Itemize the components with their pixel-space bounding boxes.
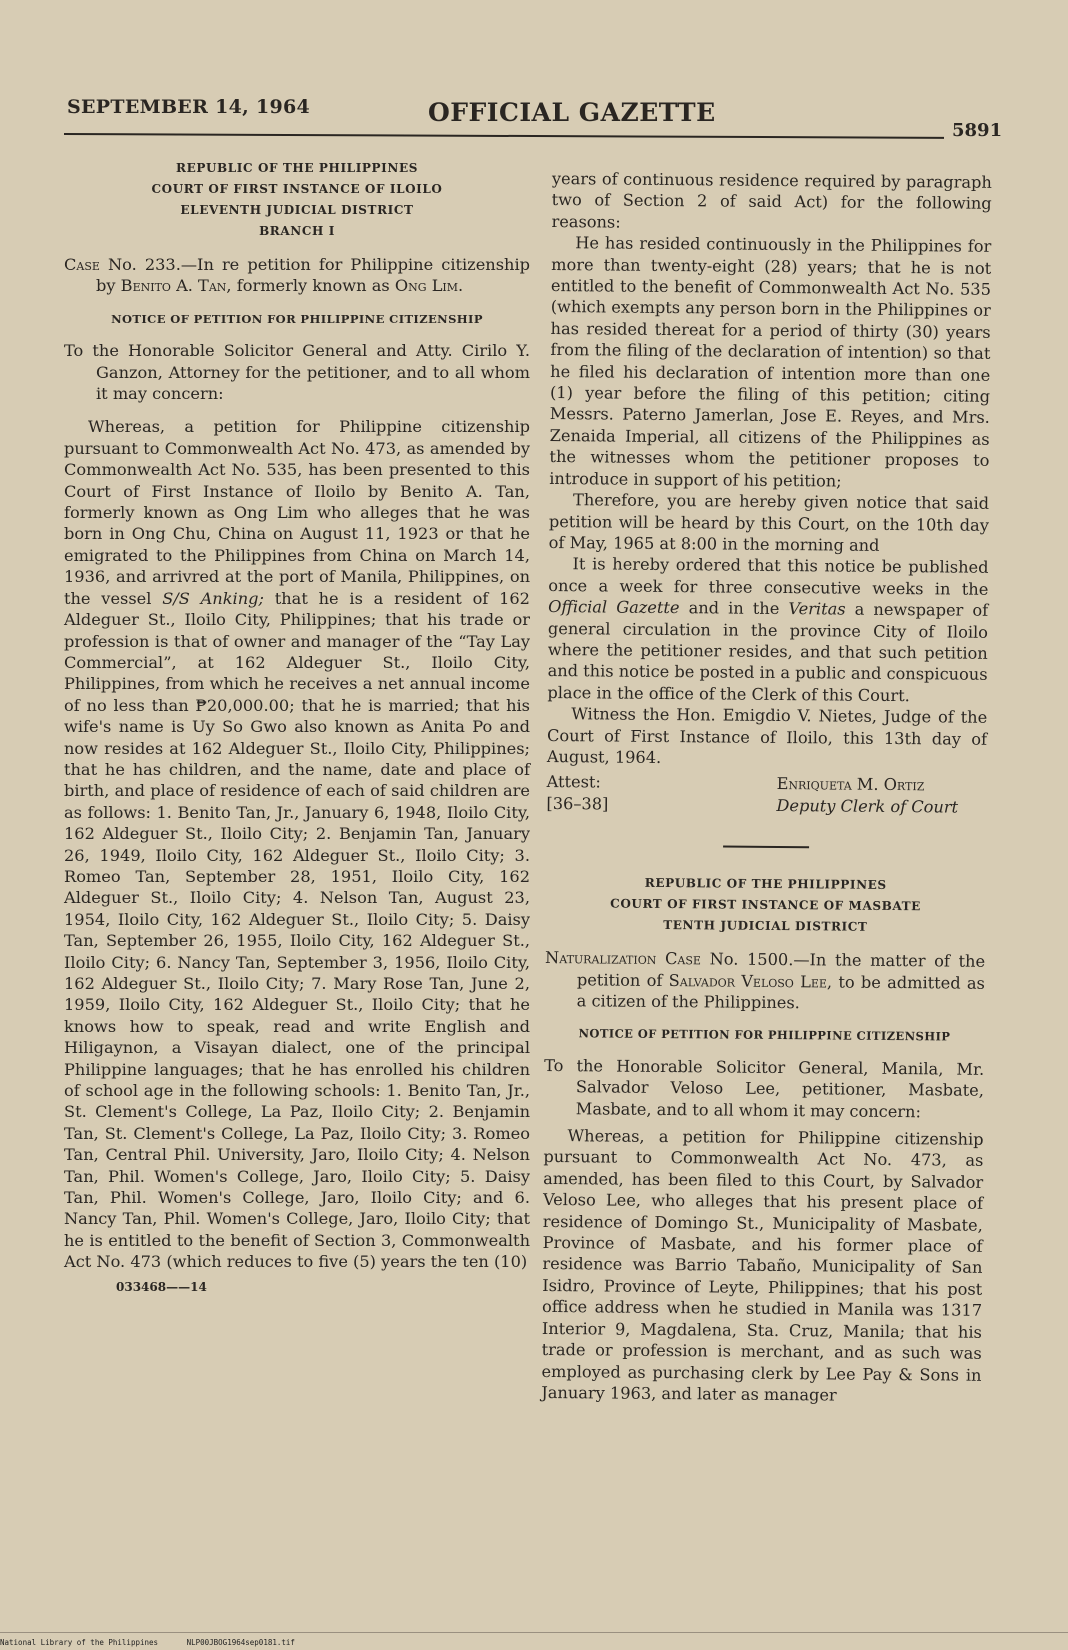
clerk-name: Enriqueta M. Ortiz (776, 774, 925, 795)
case-label: Naturalization Case (545, 948, 702, 969)
continuation-b: He has resided continuously in the Philippines for more than twenty-eight (28) years; that he is not entitled to the benefit of Commonwealth Act No. 535 (which exempts any person born in the Philippines or has resided thereat for a period of thirty (30) years from the filing of the declaration of intention) so that he filed his declaration of intention more than one (1) year before the filing of this petition; citing Messrs. Paterno Jamerlan, Jose E. Reyes, and Mrs. Zenaida Imperial, all citizens of the Philippines as the witnesses whom the petitioner proposes to introduce in support of his petition; (549, 233, 992, 491)
section-divider (723, 846, 809, 849)
attest-block (546, 771, 986, 818)
notice-heading-2: NOTICE OF PETITION FOR PHILIPPINE CITIZENSHIP (578, 1026, 951, 1044)
court-line: COURT OF FIRST INSTANCE OF MASBATE (610, 896, 921, 914)
court-line: REPUBLIC OF THE PHILIPPINES (176, 161, 418, 175)
publication-veritas: Veritas (788, 599, 846, 619)
reference-number: [36–38] (546, 793, 609, 814)
publication-gazette: Official Gazette (548, 597, 680, 618)
court-line: COURT OF FIRST INSTANCE OF ILOILO (151, 182, 443, 196)
library-credit: National Library of the Philippines (0, 1638, 159, 1647)
header-date: SEPTEMBER 14, 1964 (67, 96, 311, 118)
notice-heading-1: NOTICE OF PETITION FOR PHILIPPINE CITIZENSHIP (111, 311, 483, 326)
continuation-c: Therefore, you are hereby given notice that said petition will be heard by this Court, on the 10th day of May, 1965 at 8:00 in the morning and (548, 490, 990, 555)
court-line: BRANCH I (259, 224, 335, 238)
order-text: It is hereby ordered that this notice be published once a week for three consecutive weeks in the (548, 554, 989, 599)
case-text: No. 233.—In re petition for Philippine citizenship by (96, 255, 530, 296)
witness-paragraph: Witness the Hon. Emigdio V. Nietes, Judge of the Court of First Instance of Iloilo, this 13th day of August, 1964. (546, 704, 988, 767)
petition-body-2: Whereas, a petition for Philippine citizenship pursuant to Commonwealth Act No. 473, as amended, has been filed to this Court, by Salvador Veloso Lee, who alleges that his present place of residence of Domingo St., Municipality of Masbate, Province of Masbate, and his former place of residence was Barrio Tabaño, Municipality of San Isidro, Province of Leyte, Philippines; that his post office address when he studied in Manila was 1317 Interior 9, Magdalena, Sta. Cruz, Manila; that his trade or profession is merchant, and as such was employed as purchasing clerk by Lee Pay & Sons in January 1963, and later as manager (541, 1126, 984, 1405)
court-line: ELEVENTH JUDICIAL DISTRICT (180, 203, 414, 217)
case-text-2: , to be admitted as a citizen of the Philippines. (576, 972, 985, 1013)
court-heading-2 (545, 872, 986, 939)
file-name: NLP00JBOG1964sep0181.tif (186, 1638, 295, 1647)
court-line: REPUBLIC OF THE PHILIPPINES (644, 876, 887, 893)
page-number: 5891 (952, 120, 1003, 141)
order-text-3: a newspaper of general circulation in the province City of Iloilo where the petitioner resides, and that such petition and this notice be posted in a public and conspicuous place in the office of the Clerk of this Court. (547, 599, 989, 705)
body-part-a: Whereas, a petition for Philippine citizenship pursuant to Commonwealth Act No. 473, as amended by Commonwealth Act No. 535, has been presented to this Court of First Instance of Iloilo by Benito A. Tan, formerly known as Ong Lim who alleges that he was born in Ong Chu, China on August 11, 1923 or that he emigrated to the Philippines from China on March 14, 1936, and arrivred at the port of Manila, Philippines, on the vessel (64, 417, 530, 608)
continuation-a: years of continuous residence required by paragraph two of Section 2 of said Act) for the following reasons: (551, 168, 992, 232)
left-column (64, 158, 530, 1298)
case-title-2 (545, 947, 986, 1015)
case-label: Case (64, 255, 100, 274)
scan-edge (0, 1632, 1068, 1633)
addressee-2: To the Honorable Solicitor General, Manila, Mr. Salvador Veloso Lee, petitioner, Masbate, Masbate, and to all whom it may concern: (544, 1055, 985, 1121)
vessel-name: S/S Anking; (162, 588, 264, 608)
petition-body-1 (64, 416, 530, 1272)
print-code: 033468——14 (116, 1279, 207, 1294)
court-heading-1 (64, 158, 530, 242)
header-title: OFFICIAL GAZETTE (428, 98, 716, 127)
order-text-2: and in the (688, 598, 780, 619)
attest-label: Attest: (546, 772, 601, 792)
continuation-d (547, 553, 988, 707)
case-title-1: Case No. 233.—In re petition for Philippine citizenship by Benito A. Tan, formerly known as Ong Lim. (64, 255, 530, 296)
petitioner-name: Benito A. Tan (120, 276, 227, 296)
body-part-b: that he is a resident of 162 Aldeguer St., Iloilo City, Philippines; that his trade or profession is that of owner and manager of the “Tay Lay Commercial”, at 162 Aldeguer St., Iloilo City, Philippines, from which he receives a net annual income of no less than ₱20,000.00; that he is married; that his wife's name is Uy So Gwo also known as Anita Po and now resides at 162 Aldeguer St., Iloilo City, Philippines; that he has children, and the name, date and place of birth, and place of residence of each of said children are as follows: 1. Benito Tan, Jr., January 6, 1948, Iloilo City, 162 Aldeguer St., Iloilo City; 2. Benjamin Tan, January 26, 1949, Iloilo City, 162 Aldeguer St., Iloilo City; 3. Romeo Tan, September 28, 1951, Iloilo City, 162 Aldeguer St., Iloilo City; 4. Nelson Tan, August 23, 1954, Iloilo City, 162 Aldeguer St., Iloilo City; 5. Daisy Tan, September 26, 1955, Iloilo City, 162 Aldeguer St., Iloilo City; 6. Nancy Tan, September 3, 1956, Iloilo City, 162 Aldeguer St., Iloilo City; 7. Mary Rose Tan, June 2, 1959, Iloilo City, 162 Aldeguer St., Iloilo City; that he knows how to speak, read and write English and Hiligaynon, a Visayan dialect, one of the principal Philippine languages; that he has enrolled his children of school age in the following schools: 1. Benito Tan, Jr., St. Clement's College, La Paz, Iloilo City; 2. Benjamin Tan, St. Clement's College, La Paz, Iloilo City; 3. Romeo Tan, Central Phil. University, Jaro, Iloilo City; 4. Nelson Tan, Phil. Women's College, Jaro, Iloilo City; 5. Daisy Tan, Phil. Women's College, Jaro, Iloilo City; and 6. Nancy Tan, Phil. Women's College, Jaro, Iloilo City; that he is entitled to the benefit of Section 3, Commonwealth Act No. 473 (which reduces to five (5) years the ten (10) (64, 588, 530, 1272)
former-name: Ong Lim (394, 276, 459, 296)
petitioner-name: Salvador Veloso Lee (668, 970, 828, 992)
case-text: No. 1500.—In the matter of the petition of (576, 949, 986, 990)
clerk-title: Deputy Clerk of Court (776, 795, 959, 817)
addressee-1: To the Honorable Solicitor General and Atty. Cirilo Y. Ganzon, Attorney for the petitioner, and to all whom it may concern: (64, 341, 530, 404)
scan-footer (0, 1638, 319, 1647)
right-column (541, 168, 992, 1407)
court-line: TENTH JUDICIAL DISTRICT (663, 918, 868, 934)
case-text-2: , formerly known as (226, 276, 390, 296)
header-rule (64, 133, 944, 139)
